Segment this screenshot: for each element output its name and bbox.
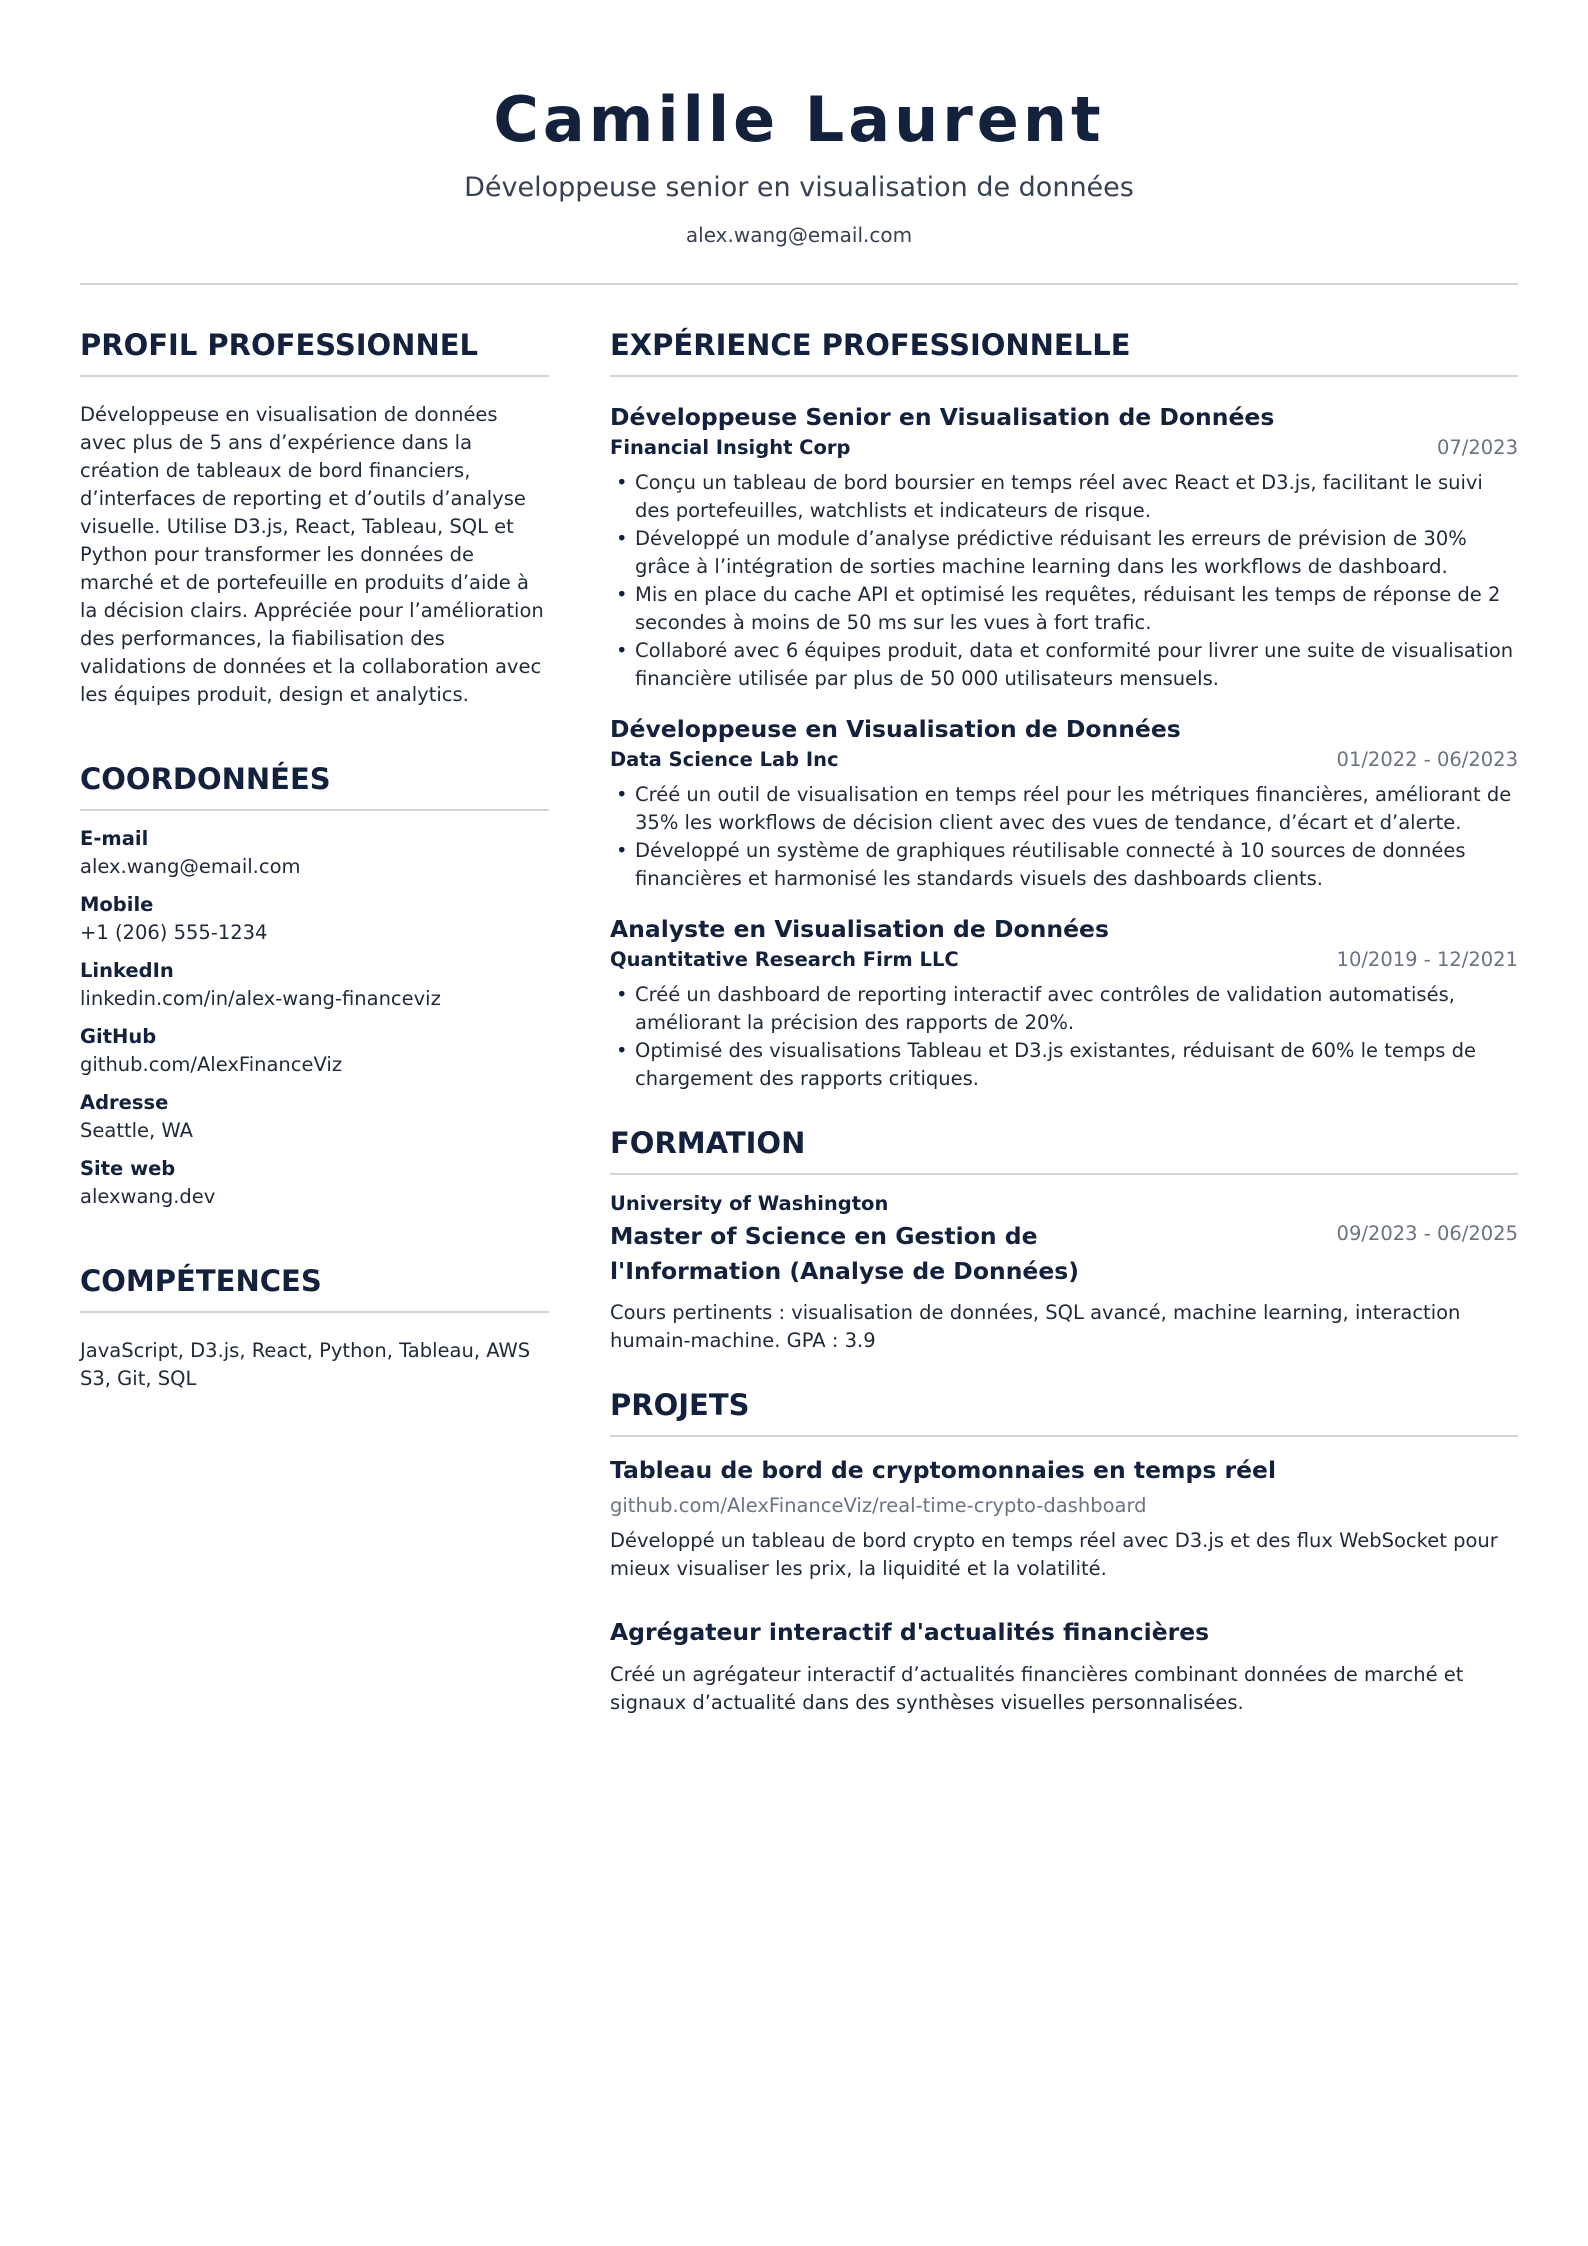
job-bullet: • Créé un dashboard de reporting interactif avec contrôles de validation automatisés, améliorant la précision des rapports de 20%. [610, 981, 1518, 1037]
contact-value-linkedin[interactable]: linkedin.com/in/alex-wang-financeviz [80, 987, 441, 1010]
right-column [610, 325, 1518, 1717]
job-entry [610, 913, 1518, 1093]
education-date: 09/2023 - 06/2025 [1336, 1222, 1518, 1245]
project-description: Développé un tableau de bord crypto en temps réel avec D3.js et des flux WebSocket pour mieux visualiser les prix, la liquidité et la volatilité. [610, 1529, 1498, 1580]
skills-heading: COMPÉTENCES [80, 1261, 549, 1313]
job-bullets [610, 981, 1518, 1093]
job-meta [610, 745, 1518, 775]
job-bullet: • Développé un module d’analyse prédictive réduisant les erreurs de prévision de 30% grâce à l’intégration de sorties machine learning dans les workflows de dashboard. [610, 525, 1518, 581]
project-description: Créé un agrégateur interactif d’actualités financières combinant données de marché et signaux d’actualité dans des synthèses visuelles personnalisées. [610, 1663, 1464, 1714]
company-name: Financial Insight Corp [610, 436, 851, 459]
job-headline: Développeuse senior en visualisation de données [464, 172, 1134, 203]
job-meta [610, 433, 1518, 463]
company-name: Data Science Lab Inc [610, 748, 839, 771]
education-section [610, 1123, 1518, 1355]
job-entry [610, 401, 1518, 693]
education-heading: FORMATION [610, 1123, 1518, 1175]
resume-page [80, 0, 1518, 2246]
job-title: Développeuse Senior en Visualisation de Données [610, 403, 1275, 431]
contact-value-website[interactable]: alexwang.dev [80, 1185, 216, 1208]
contact-section [80, 759, 549, 1211]
candidate-name: Camille Laurent [493, 83, 1105, 156]
experience-heading: EXPÉRIENCE PROFESSIONNELLE [610, 325, 1518, 377]
education-description: Cours pertinents : visualisation de données, SQL avancé, machine learning, interaction humain-machine. GPA : 3.9 [610, 1301, 1461, 1352]
job-date: 01/2022 - 06/2023 [1336, 748, 1518, 771]
contact-value-mobile[interactable]: +1 (206) 555-1234 [80, 921, 268, 944]
project-title: Agrégateur interactif d'actualités financières [610, 1618, 1210, 1646]
contact-value-github[interactable]: github.com/AlexFinanceViz [80, 1053, 343, 1076]
contact-heading: COORDONNÉES [80, 759, 549, 811]
projects-heading: PROJETS [610, 1385, 1518, 1437]
contact-label-mobile: Mobile [80, 893, 154, 916]
education-entry [610, 1189, 1518, 1355]
job-bullet: • Mis en place du cache API et optimisé les requêtes, réduisant les temps de réponse de 2 secondes à moins de 50 ms sur les vues à fort trafic. [610, 581, 1518, 637]
job-bullets [610, 781, 1518, 893]
left-column [80, 325, 549, 1393]
projects-section [610, 1385, 1518, 1717]
degree-row [610, 1219, 1518, 1289]
job-title: Développeuse en Visualisation de Données [610, 715, 1181, 743]
profile-section [80, 325, 549, 709]
contact-label-website: Site web [80, 1157, 176, 1180]
contact-value-address: Seattle, WA [80, 1119, 193, 1142]
degree-title: Master of Science en Gestion de l'Information (Analyse de Données) [610, 1222, 1080, 1285]
skills-list: JavaScript, D3.js, React, Python, Tableau, AWS S3, Git, SQL [80, 1339, 531, 1390]
job-date: 10/2019 - 12/2021 [1336, 948, 1518, 971]
job-bullet: • Conçu un tableau de bord boursier en temps réel avec React et D3.js, facilitant le suivi des portefeuilles, watchlists et indicateurs de risque. [610, 469, 1518, 525]
job-entry [610, 713, 1518, 893]
project-link[interactable]: github.com/AlexFinanceViz/real-time-crypto-dashboard [610, 1494, 1147, 1517]
experience-section [610, 325, 1518, 1093]
school-name: University of Washington [610, 1192, 889, 1215]
contact-list [80, 825, 549, 1211]
job-title: Analyste en Visualisation de Données [610, 915, 1109, 943]
profile-summary: Développeuse en visualisation de données avec plus de 5 ans d’expérience dans la création de tableaux de bord financiers, d’interfaces de reporting et d’outils d’analyse visuelle. Utilise D3.js, React, Tableau, SQL et Python pour transformer les données de marché et de portefeuille en produits d’aide à la décision clairs. Appréciée pour l’amélioration des performances, la fiabilisation des validations de données et la collaboration avec les équipes produit, design et analytics. [80, 403, 544, 706]
contact-label-linkedin: LinkedIn [80, 959, 174, 982]
job-date: 07/2023 [1436, 436, 1518, 459]
company-name: Quantitative Research Firm LLC [610, 948, 959, 971]
resume-header [80, 80, 1518, 250]
contact-value-email[interactable]: alex.wang@email.com [80, 855, 301, 878]
profile-heading: PROFIL PROFESSIONNEL [80, 325, 549, 377]
job-meta [610, 945, 1518, 975]
project-title: Tableau de bord de cryptomonnaies en temps réel [610, 1456, 1277, 1484]
job-bullet: • Développé un système de graphiques réutilisable connecté à 10 sources de données financières et harmonisé les standards visuels des dashboards clients. [610, 837, 1518, 893]
job-bullet: • Optimisé des visualisations Tableau et D3.js existantes, réduisant de 60% le temps de chargement des rapports critiques. [610, 1037, 1518, 1093]
header-email-link[interactable]: alex.wang@email.com [685, 223, 913, 247]
job-bullet: • Créé un outil de visualisation en temps réel pour les métriques financières, améliorant de 35% les workflows de décision client avec des vues de tendance, d’écart et d’alerte. [610, 781, 1518, 837]
project-entry [610, 1615, 1518, 1717]
job-bullet: • Collaboré avec 6 équipes produit, data et conformité pour livrer une suite de visualisation financière utilisée par plus de 50 000 utilisateurs mensuels. [610, 637, 1518, 693]
contact-label-address: Adresse [80, 1091, 169, 1114]
job-bullets [610, 469, 1518, 693]
project-entry [610, 1453, 1518, 1583]
header-divider [80, 283, 1518, 285]
contact-label-github: GitHub [80, 1025, 157, 1048]
skills-section [80, 1261, 549, 1393]
contact-label-email: E-mail [80, 827, 149, 850]
